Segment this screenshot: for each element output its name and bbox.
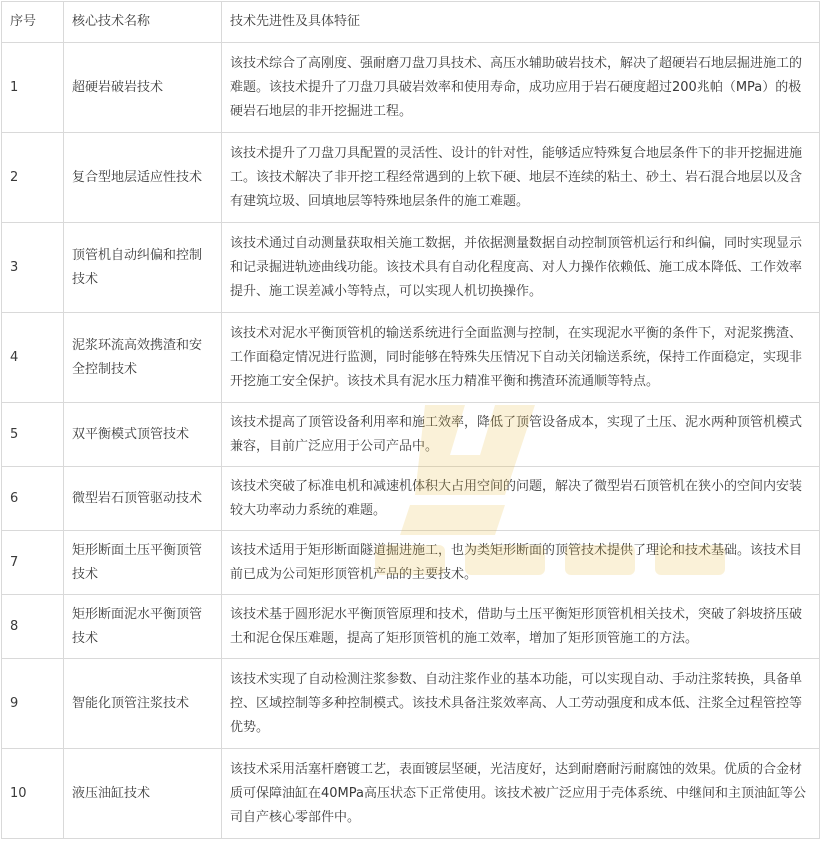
row-description: 该技术提升了刀盘刀具配置的灵活性、设计的针对性，能够适应特殊复合地层条件下的非开挖掘进施工。该技术解决了非开挖工程经常遇到的上软下硬、地层不连续的粘土、砂土、岩石混合地层以及含有建筑垃圾、回填地层等特殊地层条件的施工难题。 — [222, 133, 820, 223]
header-description: 技术先进性及具体特征 — [222, 2, 820, 43]
row-name: 双平衡模式顶管技术 — [64, 403, 222, 467]
row-name: 超硬岩破岩技术 — [64, 43, 222, 133]
row-index: 1 — [2, 43, 64, 133]
table-row — [2, 313, 820, 403]
row-description: 该技术实现了自动检测注浆参数、自动注浆作业的基本功能，可以实现自动、手动注浆转换，具备单控、区域控制等多种控制模式。该技术具备注浆效率高、人工劳动强度和成本低、注浆全过程管控等优势。 — [222, 659, 820, 749]
row-index: 8 — [2, 595, 64, 659]
row-description: 该技术综合了高刚度、强耐磨刀盘刀具技术、高压水辅助破岩技术，解决了超硬岩石地层掘进施工的难题。该技术提升了刀盘刀具破岩效率和使用寿命，成功应用于岩石硬度超过200兆帕（MPa）的极硬岩石地层的非开挖掘进工程。 — [222, 43, 820, 133]
table-row — [2, 223, 820, 313]
table-row — [2, 403, 820, 467]
row-description: 该技术基于圆形泥水平衡顶管原理和技术，借助与土压平衡矩形顶管机相关技术，突破了斜坡挤压破土和泥仓保压难题，提高了矩形顶管机的施工效率，增加了矩形顶管施工的方法。 — [222, 595, 820, 659]
table-row — [2, 531, 820, 595]
header-index: 序号 — [2, 2, 64, 43]
header-row — [2, 2, 820, 43]
row-description: 该技术提高了顶管设备利用率和施工效率，降低了顶管设备成本，实现了土压、泥水两种顶管机模式兼容，目前广泛应用于公司产品中。 — [222, 403, 820, 467]
row-name: 微型岩石顶管驱动技术 — [64, 467, 222, 531]
table-row — [2, 749, 820, 839]
row-index: 10 — [2, 749, 64, 839]
table-row — [2, 133, 820, 223]
row-index: 5 — [2, 403, 64, 467]
row-description: 该技术适用于矩形断面隧道掘进施工，也为类矩形断面的顶管技术提供了理论和技术基础。该技术目前已成为公司矩形顶管机产品的主要技术。 — [222, 531, 820, 595]
row-index: 2 — [2, 133, 64, 223]
row-index: 7 — [2, 531, 64, 595]
row-index: 3 — [2, 223, 64, 313]
table-row — [2, 43, 820, 133]
row-name: 矩形断面泥水平衡顶管技术 — [64, 595, 222, 659]
row-index: 6 — [2, 467, 64, 531]
row-name: 矩形断面土压平衡顶管技术 — [64, 531, 222, 595]
table-row — [2, 467, 820, 531]
table-row — [2, 659, 820, 749]
header-name: 核心技术名称 — [64, 2, 222, 43]
tech-table — [1, 1, 820, 839]
row-name: 顶管机自动纠偏和控制技术 — [64, 223, 222, 313]
row-name: 智能化顶管注浆技术 — [64, 659, 222, 749]
table-row — [2, 595, 820, 659]
row-index: 4 — [2, 313, 64, 403]
row-index: 9 — [2, 659, 64, 749]
row-description: 该技术通过自动测量获取相关施工数据，并依据测量数据自动控制顶管机运行和纠偏，同时实现显示和记录掘进轨迹曲线功能。该技术具有自动化程度高、对人力操作依赖低、施工成本降低、工作效率提升、施工误差减小等特点，可以实现人机切换操作。 — [222, 223, 820, 313]
row-name: 泥浆环流高效携渣和安全控制技术 — [64, 313, 222, 403]
row-name: 液压油缸技术 — [64, 749, 222, 839]
row-description: 该技术对泥水平衡顶管机的输送系统进行全面监测与控制，在实现泥水平衡的条件下，对泥浆携渣、工作面稳定情况进行监测，同时能够在特殊失压情况下自动关闭输送系统，保持工作面稳定，实现非开挖施工安全保护。该技术具有泥水压力精准平衡和携渣环流通顺等特点。 — [222, 313, 820, 403]
row-description: 该技术采用活塞杆磨镀工艺，表面镀层坚硬，光洁度好，达到耐磨耐污耐腐蚀的效果。优质的合金材质可保障油缸在40MPa高压状态下正常使用。该技术被广泛应用于壳体系统、中继间和主顶油缸等公司自产核心零部件中。 — [222, 749, 820, 839]
row-description: 该技术突破了标准电机和减速机体积大占用空间的问题，解决了微型岩石顶管机在狭小的空间内安装较大功率动力系统的难题。 — [222, 467, 820, 531]
row-name: 复合型地层适应性技术 — [64, 133, 222, 223]
